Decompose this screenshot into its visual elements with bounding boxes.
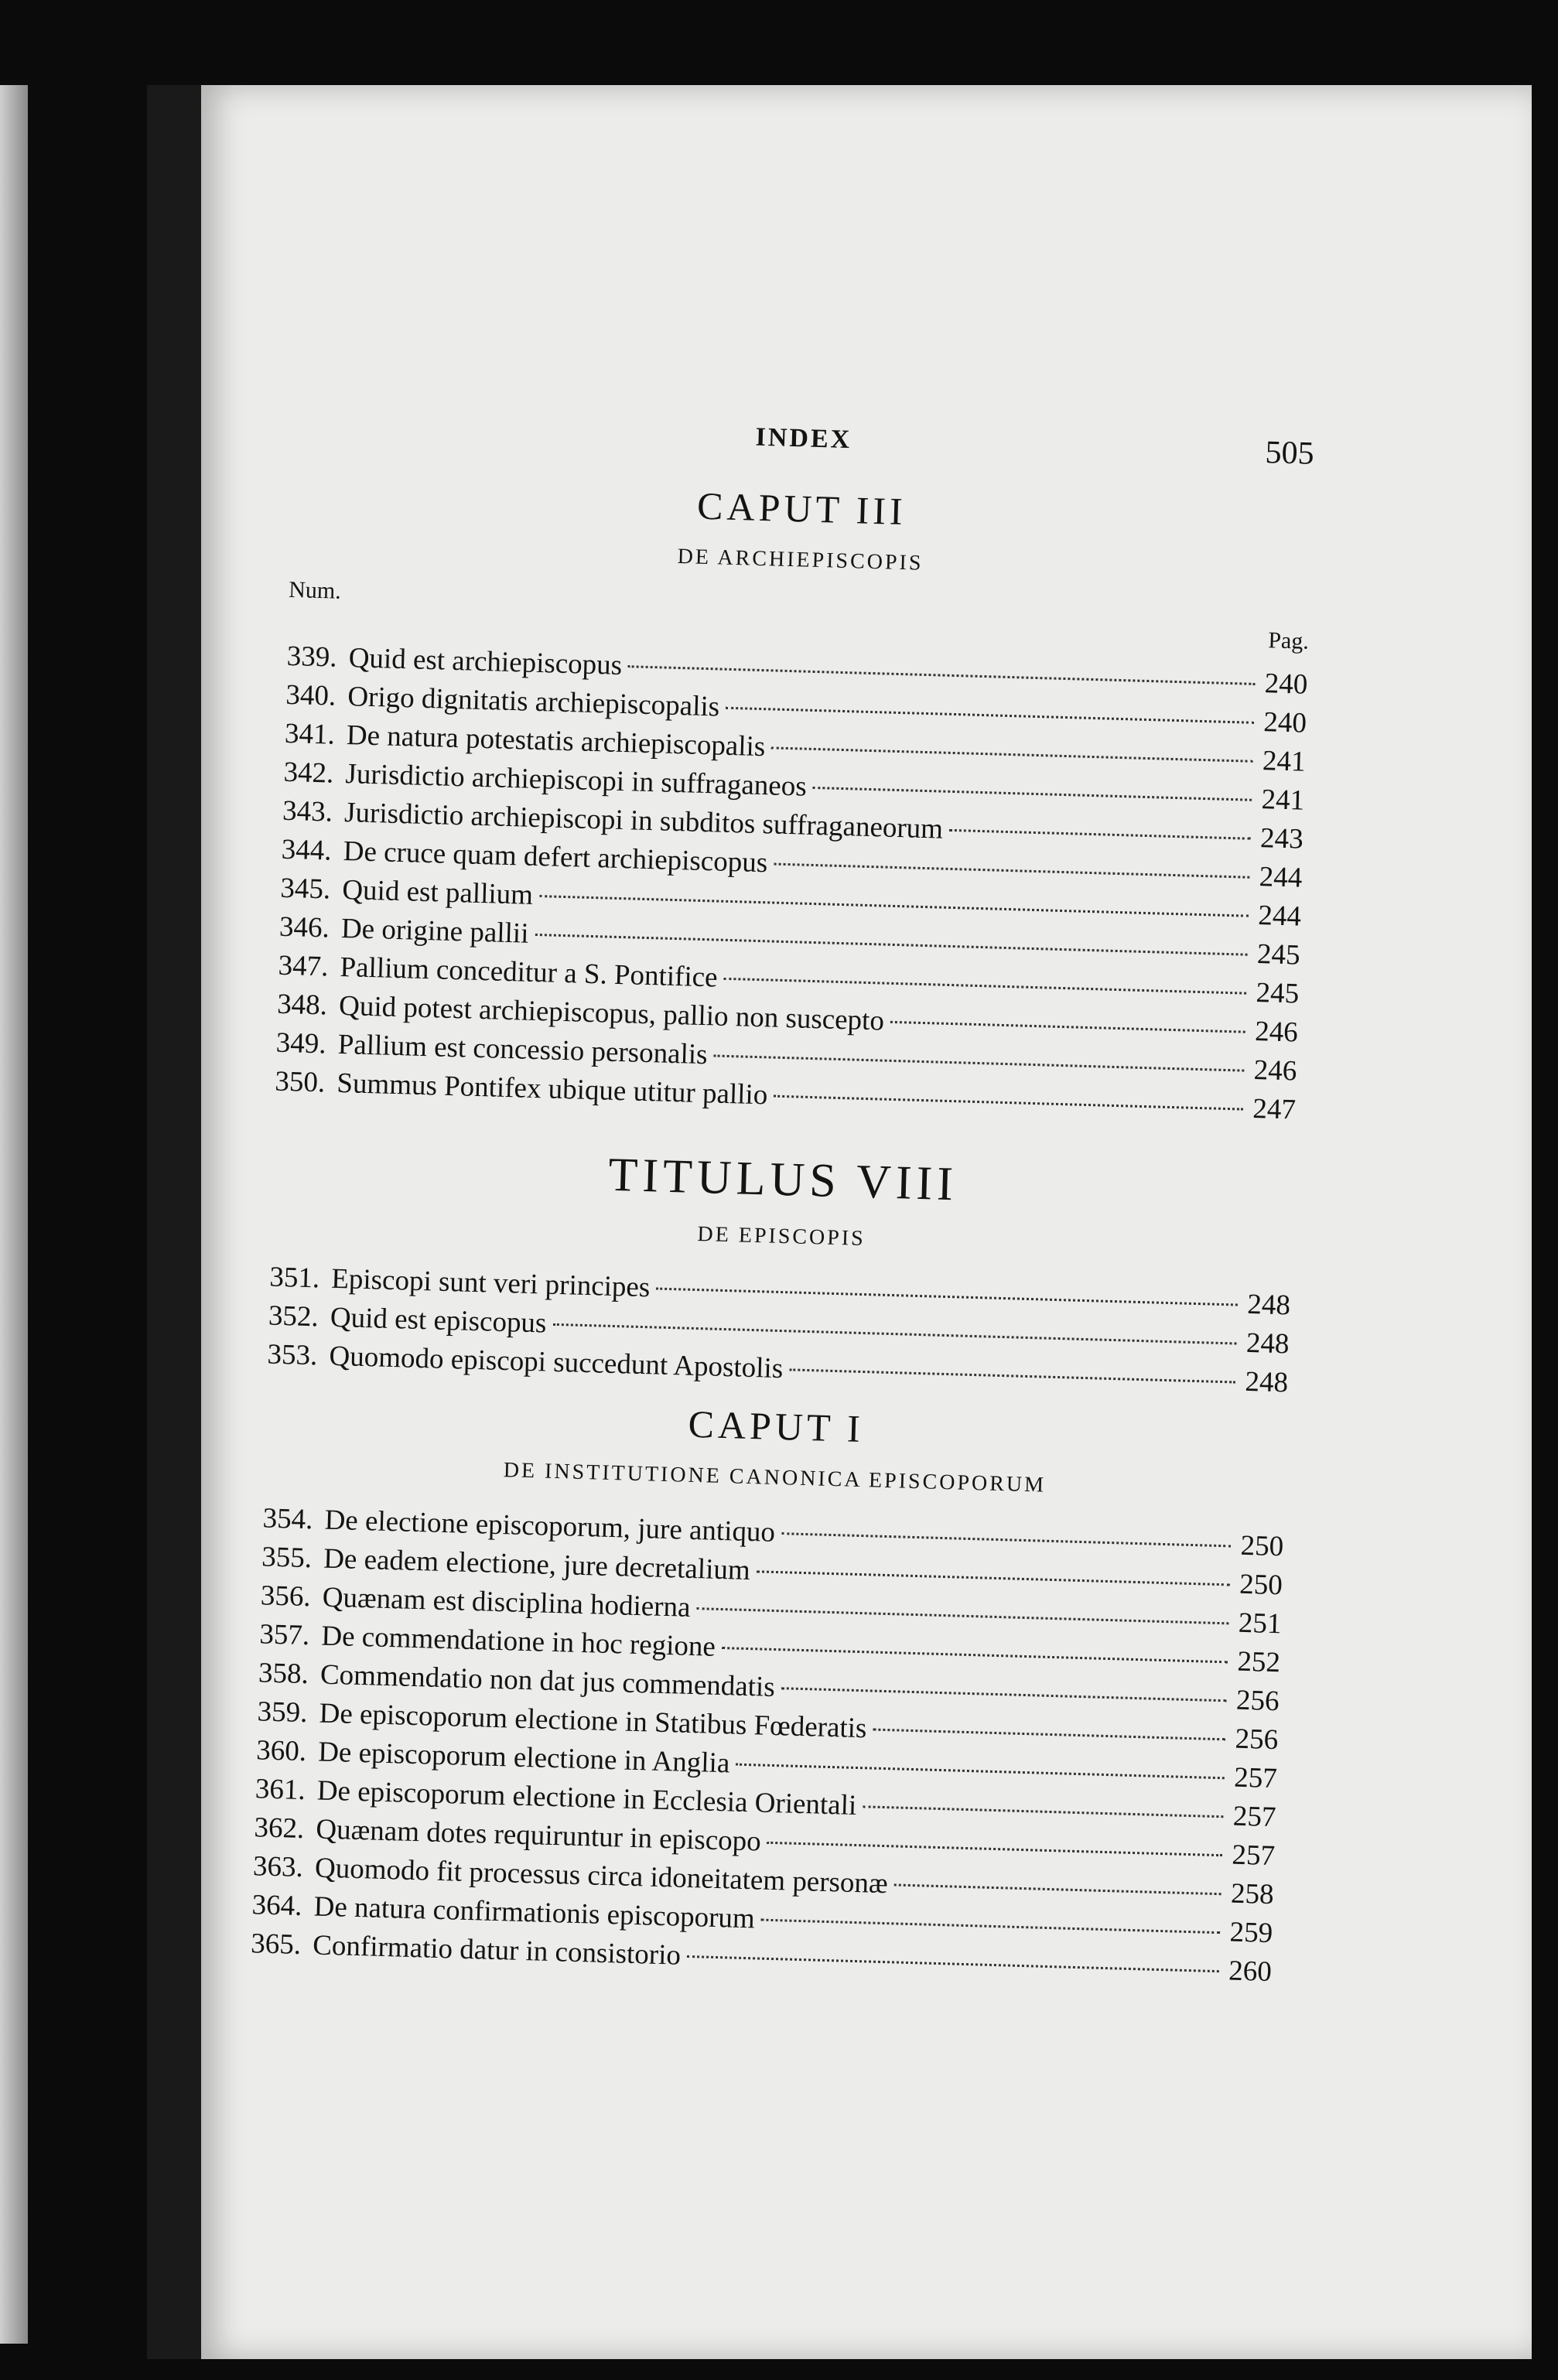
toc-list-archiepiscopis bbox=[275, 637, 1308, 1130]
toc-leader bbox=[757, 1570, 1230, 1586]
section-title-caput-iii: CAPUT III bbox=[696, 483, 907, 534]
toc-leader bbox=[873, 1729, 1225, 1741]
toc-leader bbox=[539, 895, 1249, 917]
toc-entry-page: 250 bbox=[1239, 1568, 1283, 1602]
toc-entry-number: 339. bbox=[286, 640, 338, 674]
page-content bbox=[251, 402, 1315, 1992]
toc-entry-page: 248 bbox=[1245, 1365, 1289, 1399]
toc-leader bbox=[813, 787, 1252, 801]
toc-entry-number: 341. bbox=[284, 717, 336, 751]
toc-entry-number: 340. bbox=[285, 678, 337, 712]
toc-leader bbox=[736, 1764, 1225, 1780]
toc-entry-title: Episcopi sunt veri principes bbox=[330, 1262, 651, 1304]
toc-leader bbox=[894, 1883, 1221, 1895]
toc-entry-number: 364. bbox=[251, 1889, 303, 1923]
toc-entry-number: 342. bbox=[283, 756, 334, 790]
toc-leader bbox=[726, 707, 1254, 724]
toc-leader bbox=[713, 1054, 1244, 1071]
toc-entry-page: 248 bbox=[1246, 1288, 1291, 1322]
page-number: 505 bbox=[1265, 435, 1315, 472]
toc-leader bbox=[628, 665, 1255, 685]
toc-entry-number: 344. bbox=[281, 833, 333, 867]
toc-entry-title: De episcoporum electione in Anglia bbox=[317, 1736, 730, 1780]
toc-entry-number: 357. bbox=[258, 1618, 310, 1652]
book-spine bbox=[147, 85, 201, 2359]
toc-leader bbox=[722, 1647, 1228, 1663]
column-header-num: Num. bbox=[288, 576, 342, 604]
toc-entry-title: De electione episcoporum, jure antiquo bbox=[324, 1504, 776, 1549]
toc-entry-page: 256 bbox=[1235, 1684, 1280, 1718]
toc-entry-title: Commendatio non dat jus commendatis bbox=[319, 1658, 776, 1703]
toc-entry-page: 256 bbox=[1235, 1723, 1279, 1757]
toc-entry-title: De natura potestatis archiepiscopalis bbox=[346, 719, 766, 763]
toc-entry-page: 257 bbox=[1233, 1761, 1278, 1795]
toc-entry-page: 245 bbox=[1256, 977, 1300, 1010]
toc-entry-title: Pallium est concessio personalis bbox=[337, 1028, 709, 1071]
toc-entry-page: 240 bbox=[1262, 706, 1307, 739]
toc-entry-number: 360. bbox=[255, 1734, 307, 1768]
toc-entry-title: Quid est episcopus bbox=[330, 1301, 547, 1340]
toc-entry-page: 251 bbox=[1238, 1607, 1282, 1641]
toc-entry-page: 241 bbox=[1262, 745, 1307, 778]
toc-entry-number: 356. bbox=[260, 1579, 312, 1613]
toc-entry-page: 252 bbox=[1236, 1645, 1281, 1679]
running-title: INDEX bbox=[755, 422, 852, 455]
toc-entry-title: Quomodo fit processus circa idoneitatem personæ bbox=[314, 1852, 889, 1900]
toc-entry-number: 346. bbox=[278, 910, 330, 944]
toc-entry-page: 258 bbox=[1230, 1877, 1275, 1911]
toc-entry-number: 359. bbox=[257, 1695, 309, 1730]
toc-leader bbox=[774, 1095, 1243, 1111]
toc-entry-page: 248 bbox=[1245, 1327, 1290, 1361]
toc-entry-title: Quænam dotes requiruntur in episcopo bbox=[315, 1813, 762, 1858]
column-headers bbox=[288, 576, 1310, 654]
toc-entry-title: De episcoporum electione in Statibus Fœderatis bbox=[319, 1697, 867, 1745]
toc-entry-page: 244 bbox=[1259, 861, 1303, 894]
toc-entry-title: Quomodo episcopi succedunt Apostolis bbox=[329, 1340, 784, 1385]
toc-leader bbox=[723, 978, 1246, 995]
toc-entry-number: 355. bbox=[261, 1541, 313, 1575]
toc-list-institutione bbox=[251, 1499, 1284, 1992]
toc-leader bbox=[789, 1368, 1235, 1383]
toc-leader bbox=[781, 1532, 1231, 1547]
toc-entry-page: 250 bbox=[1240, 1529, 1284, 1563]
toc-entry-page: 244 bbox=[1257, 900, 1302, 933]
toc-entry-page: 243 bbox=[1259, 822, 1304, 855]
toc-entry-number: 348. bbox=[276, 988, 328, 1022]
toc-entry-page: 257 bbox=[1231, 1839, 1276, 1873]
toc-leader bbox=[656, 1288, 1238, 1306]
section-subtitle-episcopis: DE EPISCOPIS bbox=[697, 1221, 866, 1251]
toc-entry-page: 260 bbox=[1228, 1955, 1273, 1989]
toc-entry-title: Jurisdictio archiepiscopi in suffraganeos bbox=[345, 758, 808, 803]
toc-entry-title: Pallium conceditur a S. Pontifice bbox=[340, 951, 719, 994]
toc-leader bbox=[771, 746, 1252, 762]
toc-entry-number: 361. bbox=[255, 1773, 306, 1807]
toc-entry-title: Jurisdictio archiepiscopi in subditos suffraganeorum bbox=[343, 797, 944, 845]
section-title-caput-i: CAPUT I bbox=[687, 1402, 865, 1451]
toc-entry-title: Quænam est disciplina hodierna bbox=[322, 1581, 692, 1624]
toc-entry-title: De episcoporum electione in Ecclesia Orientali bbox=[316, 1774, 857, 1822]
toc-entry-number: 363. bbox=[252, 1850, 304, 1884]
toc-entry-page: 246 bbox=[1254, 1016, 1299, 1049]
toc-leader bbox=[696, 1607, 1228, 1624]
toc-leader bbox=[781, 1687, 1227, 1702]
column-header-page: Pag. bbox=[1267, 627, 1310, 654]
toc-leader bbox=[767, 1842, 1222, 1856]
toc-entry-title: Origo dignitatis archiepiscopalis bbox=[347, 681, 720, 723]
section-title-titulus-viii: TITULUS VIII bbox=[607, 1148, 958, 1211]
toc-entry-number: 349. bbox=[275, 1026, 327, 1060]
toc-entry-number: 351. bbox=[268, 1261, 320, 1295]
toc-leader bbox=[890, 1021, 1245, 1033]
toc-leader bbox=[552, 1323, 1236, 1345]
section-subtitle-institutione: DE INSTITUTIONE CANONICA EPISCOPORUM bbox=[503, 1458, 1047, 1497]
toc-entry-number: 353. bbox=[267, 1338, 318, 1372]
toc-leader bbox=[761, 1919, 1221, 1934]
toc-entry-title: De cruce quam defert archiepiscopus bbox=[343, 835, 768, 879]
toc-entry-title: De natura confirmationis episcoporum bbox=[313, 1890, 756, 1935]
toc-entry-page: 257 bbox=[1232, 1800, 1276, 1834]
toc-entry-number: 365. bbox=[250, 1928, 302, 1962]
toc-entry-title: De eadem electione, jure decretalium bbox=[323, 1542, 751, 1587]
toc-leader bbox=[535, 934, 1247, 956]
toc-entry-number: 362. bbox=[253, 1811, 305, 1846]
toc-entry-number: 354. bbox=[262, 1502, 313, 1536]
toc-entry-title: Quid est archiepiscopus bbox=[348, 642, 623, 681]
toc-leader bbox=[774, 863, 1249, 879]
toc-entry-page: 245 bbox=[1256, 938, 1301, 971]
toc-leader bbox=[863, 1805, 1223, 1818]
toc-entry-title: Summus Pontifex ubique utitur pallio bbox=[336, 1067, 768, 1111]
toc-leader bbox=[687, 1955, 1219, 1972]
toc-entry-page: 259 bbox=[1229, 1916, 1273, 1950]
toc-entry-number: 358. bbox=[258, 1657, 309, 1691]
toc-entry-title: Quid est pallium bbox=[341, 873, 534, 911]
toc-entry-number: 345. bbox=[279, 872, 331, 906]
toc-entry-number: 352. bbox=[268, 1299, 319, 1333]
toc-entry-number: 350. bbox=[274, 1065, 326, 1099]
toc-entry-page: 246 bbox=[1253, 1053, 1297, 1088]
toc-entry-page: 241 bbox=[1261, 784, 1305, 817]
toc-entry-title: Quid potest archiepiscopus, pallio non suscepto bbox=[338, 989, 885, 1037]
toc-entry-page: 247 bbox=[1252, 1092, 1297, 1126]
toc-entry-title: De origine pallii bbox=[340, 912, 530, 950]
toc-entry-number: 347. bbox=[278, 949, 329, 983]
toc-entry-number: 343. bbox=[282, 794, 333, 828]
toc-leader bbox=[949, 829, 1251, 840]
toc-entry-title: De commendatione in hoc regione bbox=[320, 1620, 716, 1663]
facing-page-edge bbox=[0, 85, 28, 2344]
toc-list-episcopis bbox=[267, 1258, 1291, 1403]
toc-entry-page: 240 bbox=[1264, 668, 1308, 701]
toc-entry-title: Confirmatio datur in consistorio bbox=[312, 1929, 682, 1972]
section-subtitle-archiepiscopis: DE ARCHIEPISCOPIS bbox=[677, 544, 924, 575]
